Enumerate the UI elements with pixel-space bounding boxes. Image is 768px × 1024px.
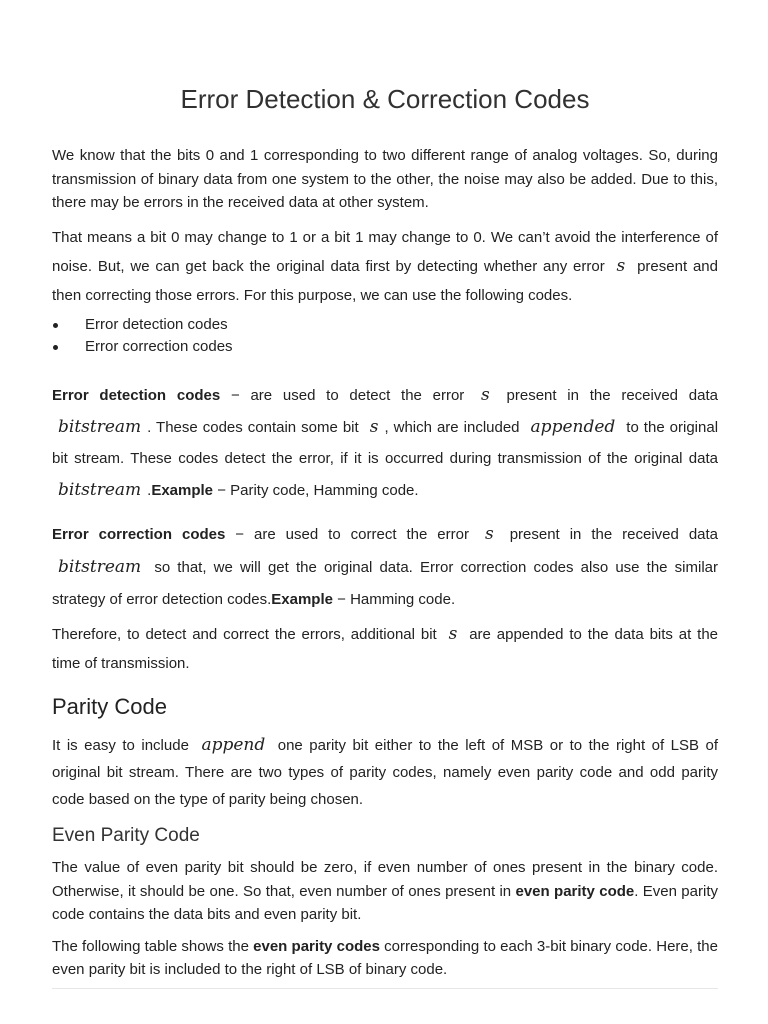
therefore-paragraph xyxy=(52,620,718,678)
code-list xyxy=(52,314,233,358)
text: corresponding to each 3-bit binary code. Here, the even parity bit is included to the right of LSB of binary code. xyxy=(52,938,718,978)
example-label: Example xyxy=(151,481,214,499)
bold-text: even parity codes xyxy=(253,938,380,955)
intro-paragraph-2 xyxy=(52,223,718,310)
term: Error correction codes xyxy=(52,526,226,543)
term: Error detection codes xyxy=(52,387,221,404)
text: The following table shows the xyxy=(52,938,254,955)
text: present and then correcting those errors. For this purpose, we can use the following codes. xyxy=(52,258,718,304)
intro-paragraph-1: We know that the bits 0 and 1 corresponding to two different range of analog voltages. So, during transmission of binary data from one system to the other, the noise may also be added. Due to this, there may be errors in the received data at other system. xyxy=(52,147,718,211)
text: Therefore, to detect and correct the errors, additional bit xyxy=(52,626,437,643)
text: − are used to detect the error xyxy=(220,387,465,404)
text: one parity bit either to the left of MSB or to the right of LSB of original bit stream. There are two types of parity codes, namely even parity code and odd parity code based on the type of parity being chosen. xyxy=(52,737,719,808)
text: − Hamming code. xyxy=(332,591,456,608)
math-s: s xyxy=(616,256,626,276)
text: − are used to correct the error xyxy=(225,526,469,543)
list-item: Error detection codes xyxy=(52,314,233,336)
math-s: s xyxy=(481,385,490,405)
math-s: s xyxy=(448,624,458,644)
math-bitstream: bitstream xyxy=(58,416,142,437)
text: are appended to the data bits at the time of transmission. xyxy=(52,626,719,672)
math-s: s xyxy=(484,524,494,544)
text: It is easy to include xyxy=(52,737,189,754)
text: That means a bit 0 may change to 1 or a bit 1 may change to 0. We can’t avoid the interference of noise. But, we can get back the original data first by detecting whether any error xyxy=(52,229,718,275)
math-append: append xyxy=(201,735,266,755)
text: present in the received data xyxy=(506,387,718,404)
bold-text: even parity code xyxy=(515,882,635,900)
detection-paragraph xyxy=(52,380,718,506)
list-item: Error correction codes xyxy=(52,336,233,358)
text: . These codes contain some bit xyxy=(147,418,359,436)
text: . Even parity code contains the data bits and even parity bit. xyxy=(52,882,718,923)
even-paragraph-2 xyxy=(52,935,718,981)
text: . xyxy=(147,481,152,499)
correction-paragraph xyxy=(52,518,718,616)
text: − Parity code, Hamming code. xyxy=(213,481,419,499)
text: , which are included xyxy=(384,418,520,436)
section-heading-parity-code: Parity Code xyxy=(52,694,167,719)
page-title: Error Detection & Correction Codes xyxy=(180,84,590,114)
math-bitstream: bitstream xyxy=(58,557,142,577)
text: so that, we will get the original data. Error correction codes also use the similar strategy of error detection codes. xyxy=(52,559,718,608)
text: The value of even parity bit should be zero, if even number of ones present in the binary code. Otherwise, it should be one. So that, even number of ones present in xyxy=(52,859,718,900)
math-s: s xyxy=(369,416,379,437)
text: to the original bit stream. These codes detect the error, if it is occurred during transmission of the original data xyxy=(52,418,719,467)
math-bitstream: bitstream xyxy=(58,479,142,500)
section-heading-even-parity: Even Parity Code xyxy=(52,825,200,846)
parity-paragraph xyxy=(52,732,718,813)
even-paragraph-1 xyxy=(52,856,718,927)
math-appended: appended xyxy=(530,416,616,437)
text: present in the received data xyxy=(509,526,719,543)
example-label: Example xyxy=(271,591,333,608)
divider xyxy=(52,988,718,989)
